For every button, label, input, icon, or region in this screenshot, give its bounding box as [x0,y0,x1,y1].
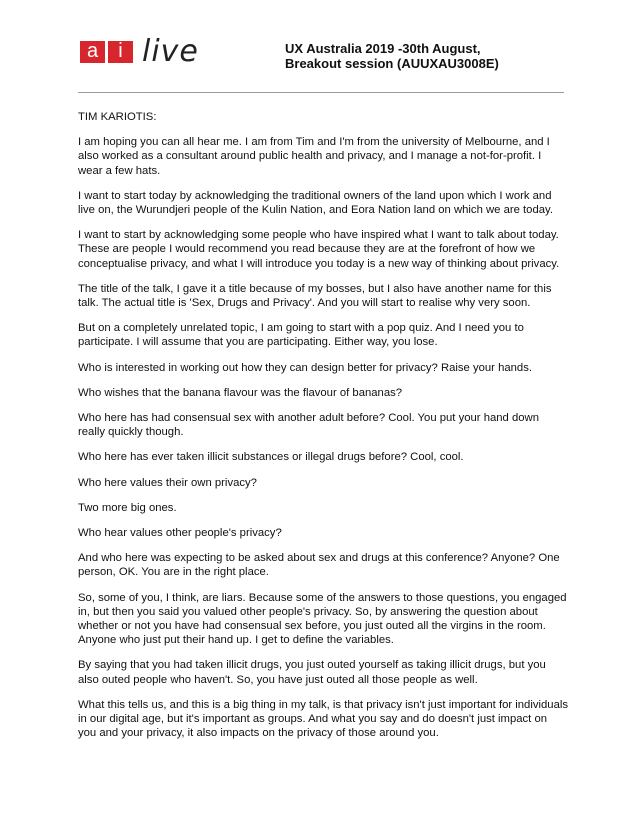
paragraph: I want to start by acknowledging some people who have inspired what I want to talk about today. These are people I would recommend you read because they are at the forefront of how we conceptualise privacy, and what I will introduce you today is a new way of thinking about privacy. [78,229,560,270]
paragraph: What this tells us, and this is a big thing in my talk, is that privacy isn't just important for individuals in our digital age, but it's important as groups. And what you say and do doesn't just impact on you and your privacy, it also impacts on the privacy of those around you. [78,698,569,740]
paragraph: Who is interested in working out how they can design better for privacy? Raise your hands. [78,361,532,374]
speaker-name: TIM KARIOTIS: [78,111,157,123]
paragraph: So, some of you, I think, are liars. Because some of the answers to those questions, you engaged in, but then you said you valued other people's privacy. So, by answering the question about whether or not you have had consensual sex before, you just outed all the virgins in the room. Anyone who just put their hand up. I get to define the variables. [78,591,567,647]
logo-word-live: live [142,34,199,69]
paragraph: And who here was expecting to be asked about sex and drugs at this conference? Anyone? One person, OK. You are in the right place. [78,552,560,579]
logo-letter-a: a [80,41,105,63]
paragraph: Who hear values other people's privacy? [78,527,282,540]
paragraph: The title of the talk, I gave it a title because of my bosses, but I also have another name for this talk. The actual title is 'Sex, Drugs and Privacy'. And you will start to realise why very soon. [78,282,552,310]
paragraph: Who here values their own privacy? [78,476,257,489]
session-title [285,41,499,71]
ai-live-logo [80,34,199,69]
logo-letter-i: i [108,41,133,63]
paragraph: Two more big ones. [78,501,177,514]
paragraph: I am hoping you can all hear me. I am from Tim and I'm from the university of Melbourne, and I also worked as a consultant around public health and privacy, and I manage a not-for-profit. I wear a few hats. [78,136,550,177]
paragraph: By saying that you had taken illicit drugs, you just outed yourself as taking illicit drugs, but you also outed people who haven't. So, you have just outed all those people as well. [78,659,546,686]
document-header [0,0,640,95]
paragraph: I want to start today by acknowledging the traditional owners of the land upon which I work and live on, the Wurundjeri people of the Kulin Nation, and Eora Nation land on which we are today. [78,189,553,217]
session-title-line-2: Breakout session (AUUXAU3008E) [285,56,499,71]
paragraph: Who here has ever taken illicit substances or illegal drugs before? Cool, cool. [78,451,464,464]
paragraph: Who here has had consensual sex with another adult before? Cool. You put your hand down really quickly though. [78,412,539,439]
paragraph: Who wishes that the banana flavour was the flavour of bananas? [78,386,403,399]
session-title-line-1: UX Australia 2019 -30th August, [285,41,481,56]
transcript-body [78,110,568,752]
paragraph: But on a completely unrelated topic, I am going to start with a pop quiz. And I need you to participate. I will assume that you are participating. Either way, you lose. [78,322,524,349]
header-divider [78,92,564,93]
